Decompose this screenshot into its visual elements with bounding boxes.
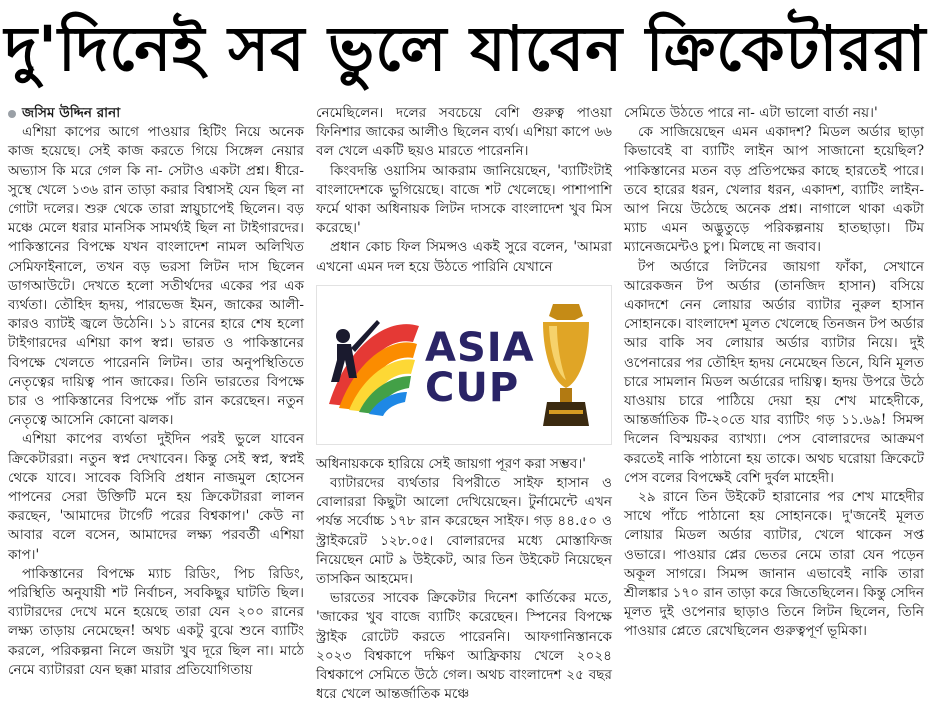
paragraph: পাকিস্তানের বিপক্ষে ম্যাচ রিডিং, পিচ রিডিং, পরিস্থিতি অনুযায়ী শট নির্বাচন, সবকিছুর ঘাটতি ছিল। ব্যাটারদের দেখে মনে হয়েছে তারা যেন ২০০ রানের লক্ষ্য তাড়ায় নেমেছেন! অথচ একটু বুঝে শুনে ব্যাটিং করলে, পরিকল্পনা নিলে জয়টা খুব দূরে ছিল না। মাঠে নেমে ব্যাটাররা যেন ছক্কা মারার প্রতিযোগিতায় <box>8 565 304 678</box>
article-column-2 <box>316 104 612 703</box>
paragraph: এশিয়া কাপের ব্যর্থতা দুইদিন পরই ভুলে যাবেন ক্রিকেটাররা। নতুন স্বপ্ন দেখাবেন। কিন্তু সেই স্বপ্ন, স্বপ্নই থেকে যাবে। সাবেক বিসিবি প্রধান নাজমুল হোসেন পাপনের সেরা উক্তিটি মনে হয় ক্রিকেটাররা লালন করছেন, 'আমাদের টার্গেট পরের বিশ্বকাপ।' কেউ না আবার বলে বসেন, আমাদের লক্ষ্য পরবর্তী এশিয়া কাপ।' <box>8 431 304 563</box>
paragraph: প্রধান কোচ ফিল সিমন্সও একই সুরে বলেন, 'আমরা এখনো এমন দল হয়ে উঠতে পারিনি যেখানে <box>316 239 612 275</box>
article-column-1 <box>8 104 304 692</box>
byline-author: জসিম উদ্দিন রানা <box>22 105 121 121</box>
paragraph: এশিয়া কাপের আগে পাওয়ার হিটিং নিয়ে অনেক কাজ হয়েছে। সেই কাজ করতে গিয়ে সিঙ্গেল নেয়ার অভ্যাস কি মরে গেল কি না- সেটাও একটা প্রশ্ন। ধীরে-সুস্থে খেলে ১৩৬ রান তাড়া করার বিশ্বাসই যেন ছিল না গোটা দলের। শুরু থেকে তারা স্নায়ুচাপেই ছিলেন। বড় মঞ্চে মেলে ধরার মানসিক সামর্থ্যই ছিল না টাইগারদের। পাকিস্তানের বিপক্ষে যখন বাংলাদেশ নামল অলিখিত সেমিফাইনালে, তখন বড় ভরসা লিটন দাস ছিলেন ডাগআউটে। দেখতে হলো সতীর্থদের একের পর এক ব্যর্থতা। তৌহিদ হৃদয়, পারভেজ ইমন, জাকের আলী-কারও ব্যাটই জ্বলে উঠেনি। ১১ রানের হারে শেষ হলো টাইগারদের এশিয়া কাপ স্বপ্ন। ভারত ও পাকিস্তানের বিপক্ষে খেলতে পারেননি লিটন। তার অনুপস্থিতিতে নেতৃত্বের দায়িত্ব পান জাকের। তিনি ভারতের বিপক্ষে চার ও পাকিস্তানের বিপক্ষে পাঁচ রান করেছেন। নতুন নেতৃত্বে আসেনি কোনো ঝলক। <box>8 124 304 429</box>
logo-line-cup: CUP <box>425 364 520 411</box>
paragraph: কে সাজিয়েছেন এমন একাদশ? মিডল অর্ডার ছাড়া কিভাবেই বা ব্যাটিং লাইন আপ সাজানো হয়েছিল? পাকিস্তানের মতন বড় প্রতিপক্ষের কাছে হারতেই পারে। তবে হারের ধরন, খেলার ধরন, একাদশ, ব্যাটিং লাইন-আপ নিয়ে উঠেছে অনেক প্রশ্ন। নাগালে থাকা একটা ম্যাচ এমন অদ্ভুতুড়ে পরিকল্পনায় হাতছাড়া। টিম ম্যানেজমেন্টও চুপ। মিলছে না জবাব। <box>624 124 924 256</box>
paragraph: নেমেছিলেন। দলের সবচেয়ে বেশি গুরুত্ব পাওয়া ফিনিশার জাকের আলীও ছিলেন ব্যর্থ। এশিয়া কাপে ৬৬ বল খেলে একটি ছয়ও মারতে পারেননি। <box>316 105 612 160</box>
paragraph: ভারতের সাবেক ক্রিকেটার দিনেশ কার্তিকের মতে, 'জাকের খুব বাজে ব্যাটিং করেছেন। স্পিনের বিপক্ষে স্ট্রাইক রোটেট করতে পারেননি। আফগানিস্তানকে ২০২৩ বিশ্বকাপে দক্ষিণ আফ্রিকায় খেলে ২০২৪ বিশ্বকাপে সেমিতে উঠে গেল। অথচ বাংলাদেশ ২৫ বছর ধরে খেলে আন্তর্জাতিক মঞ্চে <box>316 590 612 703</box>
paragraph: সেমিতে উঠতে পারে না- এটা ভালো বার্তা নয়।' <box>624 105 878 121</box>
asia-cup-logo-image <box>316 285 612 445</box>
paragraph: কিংবদন্তি ওয়াসিম আকরাম জানিয়েছেন, 'ব্যাটিংটাই বাংলাদেশকে ভুগিয়েছে। বাজে শট খেলেছে। পাশাপাশি ফর্মে থাকা অধিনায়ক লিটন দাসকে বাংলাদেশ খুব মিস করেছে।' <box>316 162 612 237</box>
article-column-3 <box>624 104 924 692</box>
logo-line-asia: ASIA <box>425 324 535 371</box>
byline-bullet-icon <box>8 110 16 118</box>
paragraph: টপ অর্ডারে লিটনের জায়গা ফাঁকা, সেখানে আরেকজন টপ অর্ডার (তানজিদ হাসান) বসিয়ে একাদশে নেন লোয়ার অর্ডার ব্যাটার নুরুল হাসান সোহানকে। বাংলাদেশ মূলত খেলেছে তিনজন টপ অর্ডার আর বাকি সব লোয়ার অর্ডার ব্যাটার নিয়ে। দুই ওপেনারের পর তৌহিদ হৃদয় নেমেছেন তিনে, যিনি মূলত চারে সামলান মিডল অর্ডারের দায়িত্ব। হৃদয় উপরে উঠে যাওয়ায় চারে পাঠিয়ে দেয়া হয় শেখ মাহেদীকে, আন্তর্জাতিক টি-২০তে যার ব্যাটিং গড় ১১.৬৯! সিমন্স দিলেন বিস্ময়কর ব্যাখ্যা। পেস বোলারদের আক্রমণ করতেই নাকি পাঠানো হয় তাকে। অথচ ঘরোয়া ক্রিকেটে পেস বলের বিপক্ষেই বেশি দুর্বল মাহেদী। <box>624 258 924 486</box>
paragraph: ব্যাটারদের ব্যর্থতার বিপরীতে সাইফ হাসান ও বোলাররা কিছুটা আলো দেখিয়েছেন। টুর্নামেন্টে এখন পর্যন্ত সর্বোচ্চ ১৭৮ রান করেছেন সাইফ। গড় ৪৪.৫০ ও স্ট্রাইকরেট ১২৮.০৫। বোলারদের মধ্যে মোস্তাফিজ নিয়েছেন মোট ৯ উইকেট, আর তিন উইকেট নিয়েছেন তাসকিন আহমেদ। <box>316 475 612 588</box>
headline: দু'দিনেই সব ভুলে যাবেন ক্রিকেটাররা <box>4 12 927 85</box>
asia-cup-logo-text <box>425 324 535 411</box>
paragraph: ২৯ রানে তিন উইকেট হারানোর পর শেখ মাহেদীর সাথে পাঁচে পাঠানো হয় সোহানকে। দু'জনেই মূলত লোয়ার মিডল অর্ডার ব্যাটার, খেলে থাকেন সপ্ত ওভারে। পাওয়ার প্লের ভেতর নেমে তারা যেন পড়েন অকূল সাগরে। সিমন্স জানান এভাবেই নাকি তারা শ্রীলঙ্কার ১৭০ রান তাড়া করে জিতেছিলেন। কিন্তু সেদিন মূলত দুই ওপেনার ছাড়াও তিনে লিটন ছিলেন, তিনি পাওয়ার প্লেতে রেখেছিলেন গুরুত্বপূর্ণ ভূমিকা। <box>624 489 924 640</box>
paragraph: অধিনায়ককে হারিয়ে সেই জায়গা পূরণ করা সম্ভব।' <box>316 455 586 472</box>
byline <box>8 104 304 123</box>
